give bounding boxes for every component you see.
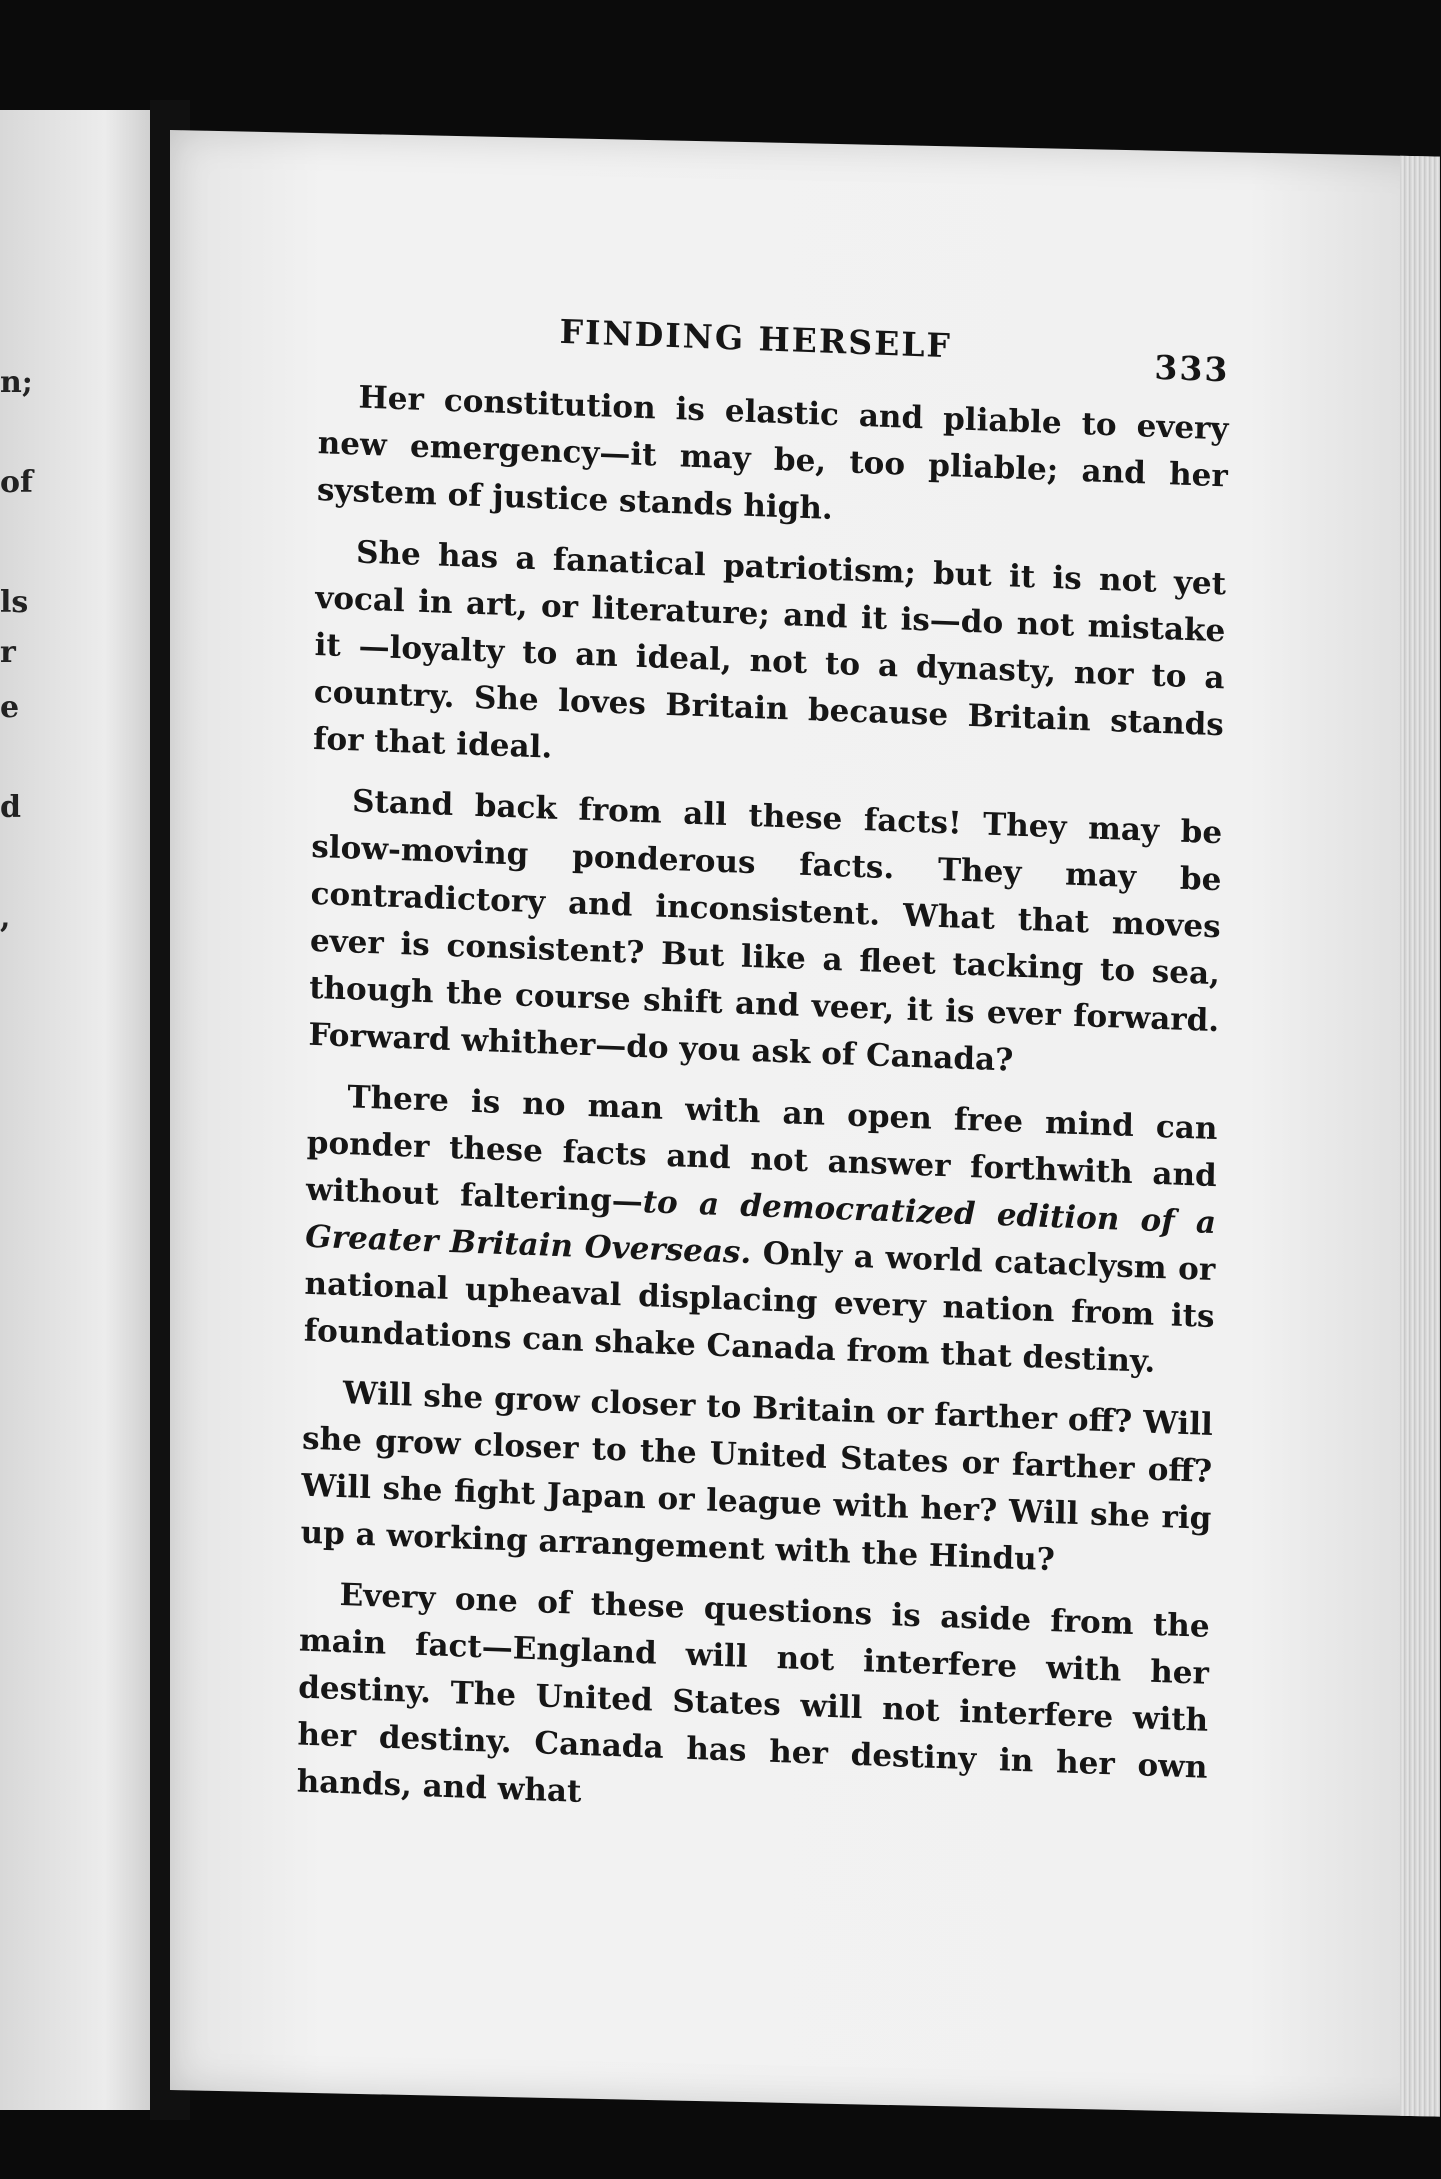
facing-line-fragment: e (0, 690, 20, 725)
paragraph-destiny: Every one of these questions is aside from the main fact—England will not interfere with her destiny. The United States will not interfere with her destiny. Canada has her destiny in her own hands, and what (296, 1577, 1210, 1810)
facing-line-fragment: d (0, 790, 21, 825)
facing-line-fragment: ls (0, 585, 29, 620)
paragraph-open-mind-start: There is no man with an open free mind can ponder these facts and not answer forthwith and without faltering— (305, 1079, 1218, 1221)
paragraph-open-mind-end: Only a world cataclysm or national upheaval displacing every nation from its foundations can shake Canada from that destiny. (303, 1235, 1216, 1380)
facing-page (0, 110, 150, 2110)
page-edge (1400, 156, 1440, 2117)
page-content (296, 303, 1230, 1853)
facing-line-fragment: , (0, 900, 11, 935)
paragraph-patriotism: She has a fanatical patriotism; but it is not yet vocal in art, or literature; and it is—do not mistake it —loyalty to an ideal, not to a dynasty, nor to a country. She loves Britain because Britain stands for that ideal. (312, 534, 1227, 766)
facing-line-fragment: n; (0, 365, 33, 400)
book-page (170, 130, 1440, 2117)
page-number: 333 (1154, 347, 1230, 390)
facing-line-fragment: r (0, 635, 16, 670)
paragraph-constitution: Her constitution is elastic and pliable to every new emergency—it may be, too pliable; and her system of justice stands high. (316, 379, 1229, 527)
paragraph-open-mind-italic: to a democratized edition of a Greater Britain Overseas. (305, 1184, 1217, 1272)
facing-line-fragment: of (0, 465, 33, 500)
paragraph-open-mind (303, 1073, 1217, 1388)
running-head-title: FINDING HERSELF (559, 311, 953, 366)
paragraph-stand-back: Stand back from all these facts! They may be slow-moving ponderous facts. They may be contradictory and inconsistent. What that moves ever is consistent? But like a fleet tacking to sea, though the course shift and veer, it is ever forward. Forward whither—do you ask of Canada? (308, 783, 1223, 1079)
paragraph-questions: Will she grow closer to Britain or farther off? Will she grow closer to the United States or farther off? Will she fight Japan or league with her? Will she rig up a working arrangement with the Hindu? (300, 1375, 1214, 1579)
